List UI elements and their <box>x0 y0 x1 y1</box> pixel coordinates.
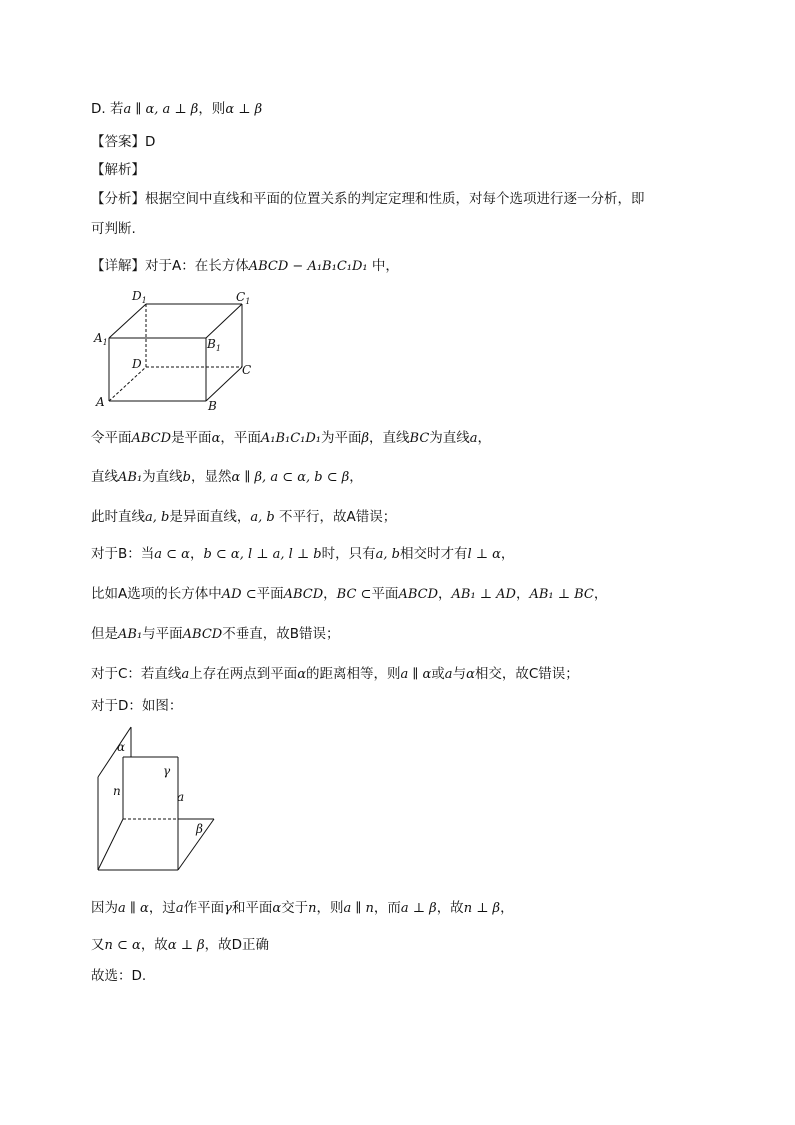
math-expression: A₁B₁C₁D₁ <box>260 431 322 446</box>
text-segment: 的距离相等，则 <box>305 666 401 682</box>
label-beta: β <box>196 822 203 836</box>
text-segment: 比如A选项的长方体中 <box>91 586 222 602</box>
text-segment: 可判断. <box>91 221 136 237</box>
edge-b1-c1 <box>206 304 242 338</box>
choose-line <box>91 967 146 985</box>
label-a: A <box>96 395 105 409</box>
text-segment: ，故 <box>140 937 168 953</box>
analysis-heading <box>91 161 145 179</box>
alpha-beta-intersection <box>98 819 123 870</box>
math-expression: a <box>175 901 184 916</box>
text-segment: ， <box>500 900 514 916</box>
text-segment: 直线 <box>91 469 118 485</box>
text-segment: 但是 <box>91 626 118 642</box>
text-segment: ， <box>593 586 608 602</box>
math-expression: n <box>308 901 317 916</box>
text-segment: 令平面 <box>91 430 132 446</box>
text-segment: ， <box>438 586 452 602</box>
text-segment: 作平面 <box>183 900 225 916</box>
a-line-2 <box>91 468 363 487</box>
xiangjie-a-line <box>91 257 399 276</box>
label-a1: $A_1$ <box>94 331 108 347</box>
label-n: n <box>113 784 121 798</box>
math-expression: l ⊥ α <box>467 547 501 562</box>
text-segment: 此时直线 <box>91 509 145 525</box>
math-expression: a, b <box>250 510 275 525</box>
fenxi-line-1 <box>91 190 645 208</box>
edge-a-d <box>109 367 146 401</box>
edge-b-c <box>206 367 242 401</box>
math-expression: ABCD <box>283 587 324 602</box>
math-expression: ABCD <box>131 431 172 446</box>
fenxi-line-2 <box>91 220 136 238</box>
text-segment: 对于C：若直线 <box>91 666 182 682</box>
math-expression: a ⊂ α <box>154 547 190 562</box>
math-expression: n ⊥ β <box>463 901 501 916</box>
answer-line <box>91 133 155 151</box>
text-segment: ， <box>477 430 492 446</box>
text-segment: 与平面 <box>142 626 183 642</box>
text-segment: D. 若 <box>91 101 124 117</box>
text-segment: ， <box>349 469 363 485</box>
text-segment: ，则 <box>316 900 344 916</box>
math-expression: ABCD − A₁B₁C₁D₁ <box>248 259 368 274</box>
text-segment: ，故 <box>436 900 464 916</box>
text-segment: 【答案】D <box>91 134 156 150</box>
planes-figure <box>90 725 230 885</box>
math-expression: b ⊂ α, l ⊥ a, l ⊥ b <box>203 547 322 562</box>
text-segment: ，显然 <box>190 469 232 485</box>
text-segment: 相交，故C错误； <box>474 666 579 682</box>
text-segment: 时，只有 <box>321 546 376 562</box>
text-segment: 不垂直，故B错误； <box>222 626 340 642</box>
math-expression: AB₁ ⊥ AD <box>451 587 516 602</box>
label-alpha: α <box>117 740 126 754</box>
label-a-line: a <box>177 790 185 804</box>
label-b: B <box>208 399 217 413</box>
b-line-1 <box>91 545 514 564</box>
math-expression: γ <box>224 901 232 916</box>
alpha-edge-top <box>98 727 131 777</box>
math-expression: a, b <box>145 510 170 525</box>
math-expression: AD ⊂ <box>221 587 257 602</box>
math-expression: a <box>469 431 478 446</box>
math-expression: α ∥ β, a ⊂ α, b ⊂ β <box>231 470 350 485</box>
text-segment: 故选：D. <box>91 968 147 984</box>
label-d1: $D_1$ <box>132 289 147 305</box>
b-line-2 <box>91 585 607 604</box>
b-line-3 <box>91 625 339 644</box>
text-segment: 为直线 <box>142 469 183 485</box>
d-line-2 <box>91 899 514 918</box>
text-segment: 对于B：当 <box>91 546 155 562</box>
text-segment: 【解析】 <box>91 162 145 178</box>
math-expression: α <box>297 667 306 682</box>
math-expression: α ⊥ β <box>167 938 205 953</box>
text-segment: ， <box>500 546 515 562</box>
math-expression: a <box>444 667 453 682</box>
d-line-1 <box>91 697 182 715</box>
text-segment: ，平面 <box>220 430 261 446</box>
math-expression: ABCD <box>182 627 223 642</box>
math-expression: α <box>466 667 475 682</box>
math-expression: α <box>211 431 221 446</box>
text-segment: 为直线 <box>429 430 470 446</box>
math-expression: n ⊂ α <box>104 938 141 953</box>
text-segment: 上存在两点到平面 <box>189 666 298 682</box>
label-c1: $C_1$ <box>236 290 251 306</box>
text-segment: ，过 <box>148 900 176 916</box>
math-expression: a ∥ α <box>118 901 149 916</box>
math-expression: a ⊥ β <box>400 901 437 916</box>
text-segment: 对于D：如图： <box>91 698 183 714</box>
math-expression: a ∥ n <box>343 901 374 916</box>
d-line-3 <box>91 936 269 955</box>
math-expression: β <box>361 431 370 446</box>
text-segment: ，而 <box>373 900 401 916</box>
text-segment: 是异面直线， <box>169 509 251 525</box>
text-segment: 交于 <box>281 900 309 916</box>
text-segment: 中， <box>367 258 399 274</box>
math-expression: AB₁ <box>118 627 143 642</box>
text-segment: 平面 <box>371 586 399 602</box>
text-segment: 为平面 <box>321 430 362 446</box>
edge-a1-d1 <box>109 304 146 338</box>
math-expression: b <box>182 470 191 485</box>
text-segment: ，则 <box>198 101 226 117</box>
text-segment: 是平面 <box>171 430 212 446</box>
label-b1: $B_1$ <box>207 337 221 353</box>
math-expression: α <box>272 901 282 916</box>
text-segment: 因为 <box>91 900 118 916</box>
math-expression: AB₁ <box>118 470 143 485</box>
a-line-3 <box>91 508 396 527</box>
text-segment: 又 <box>91 937 105 953</box>
text-segment: ， <box>323 586 337 602</box>
text-segment: 或 <box>431 666 445 682</box>
text-segment: 与 <box>452 666 467 682</box>
text-segment: 相交时才有 <box>399 546 468 562</box>
label-d: D <box>132 357 142 371</box>
text-segment: 不平行，故A错误； <box>274 509 397 525</box>
math-expression: ABCD <box>398 587 438 602</box>
text-segment: ，直线 <box>369 430 410 446</box>
d-option-line <box>91 100 262 119</box>
c-line-1 <box>91 665 579 684</box>
math-expression: a ∥ α <box>400 667 432 682</box>
math-expression: BC <box>409 431 430 446</box>
math-expression: α ⊥ β <box>225 102 263 117</box>
text-segment: 和平面 <box>231 900 273 916</box>
a-line-1 <box>91 429 491 448</box>
math-expression: a ∥ α, a ⊥ β <box>123 102 199 117</box>
text-segment: 平面 <box>256 586 284 602</box>
math-expression: a <box>181 667 190 682</box>
label-gamma: γ <box>163 764 171 778</box>
math-expression: AB₁ ⊥ BC <box>529 587 594 602</box>
label-c: C <box>242 363 252 377</box>
math-expression: a, b <box>375 547 400 562</box>
text-segment: ， <box>189 546 204 562</box>
text-segment: ，故D正确 <box>204 937 270 953</box>
text-segment: 【分析】根据空间中直线和平面的位置关系的判定定理和性质，对每个选项进行逐一分析，即 <box>91 191 645 207</box>
text-segment: 【详解】对于A：在长方体 <box>91 258 249 274</box>
cuboid-figure <box>90 288 260 413</box>
math-expression: BC ⊂ <box>336 587 372 602</box>
text-segment: ， <box>515 586 530 602</box>
